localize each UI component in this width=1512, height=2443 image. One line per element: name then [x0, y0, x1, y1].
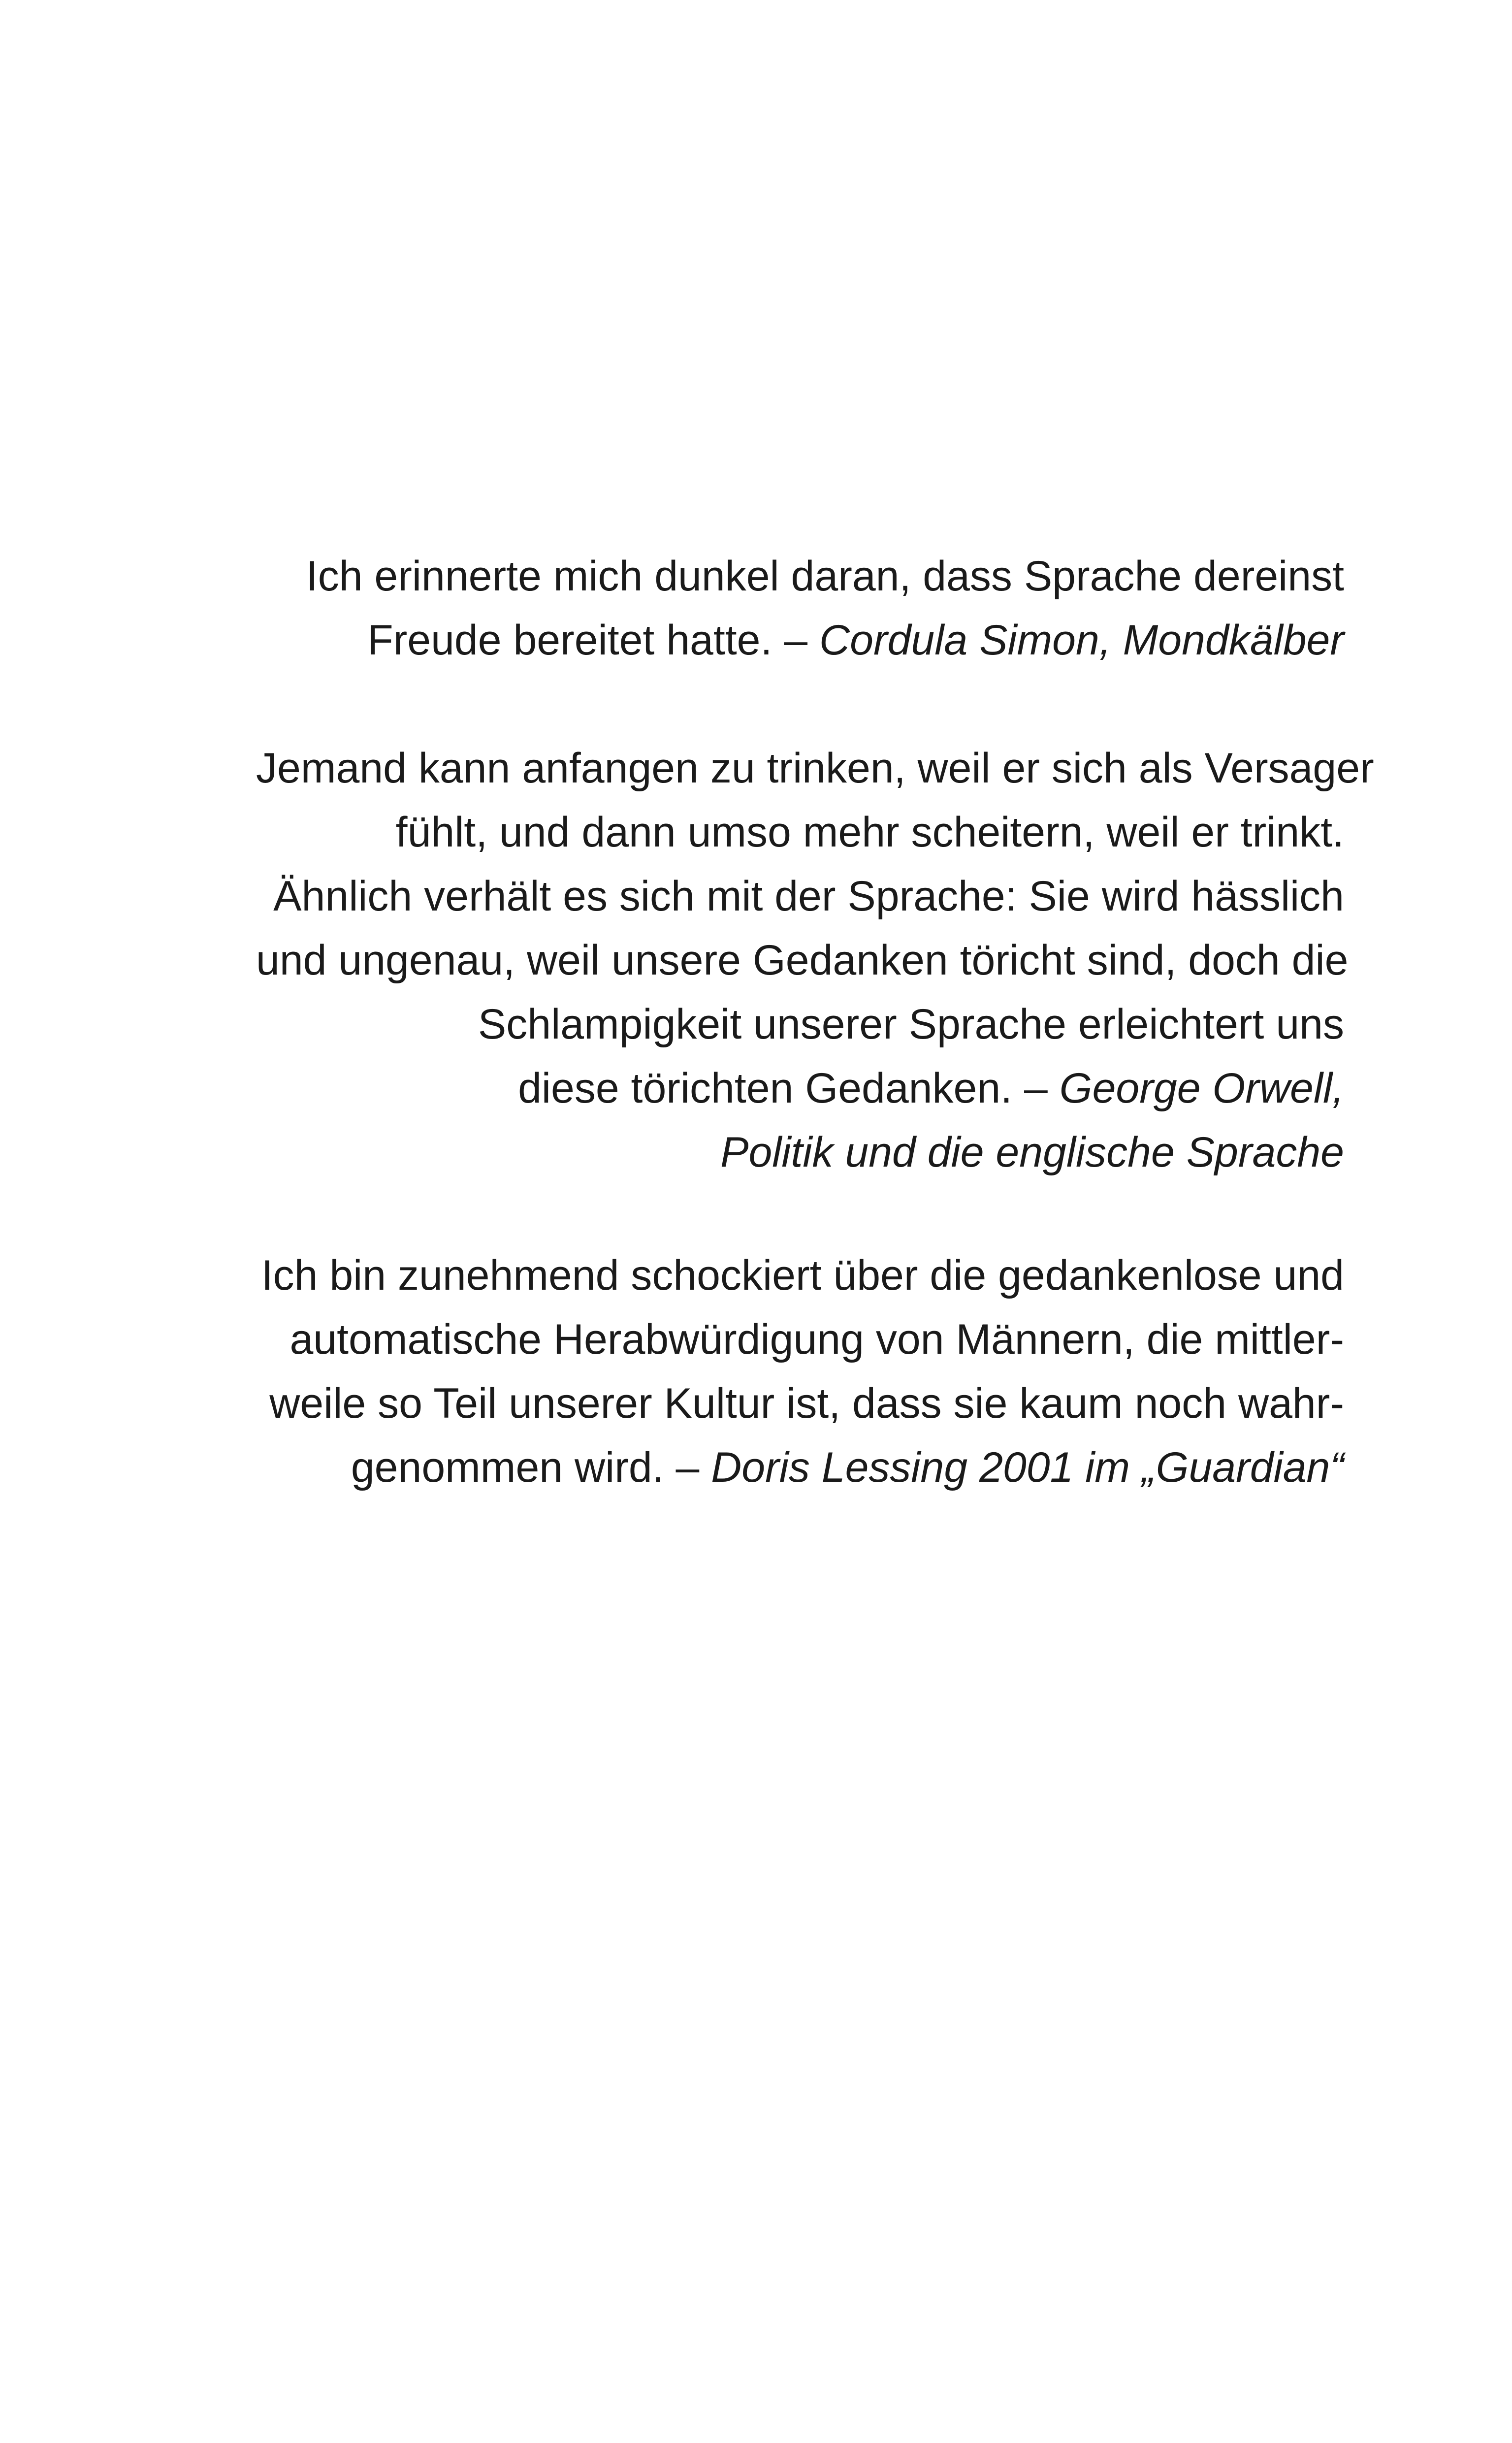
quote-line: Ich erinnerte mich dunkel daran, dass Sprache dereinst — [306, 553, 1344, 600]
quote-line: Schlampigkeit unserer Sprache erleichtert uns — [478, 1001, 1344, 1048]
quote-attribution: Politik und die englische Sprache — [720, 1129, 1344, 1176]
quote-line: Ähnlich verhält es sich mit der Sprache: Sie wird hässlich — [273, 873, 1344, 920]
epigraph-orwell — [256, 736, 1374, 1184]
quote-line: fühlt, und dann umso mehr scheitern, weil er trinkt. — [395, 809, 1344, 856]
quote-attribution: George Orwell, — [1059, 1065, 1344, 1112]
quote-line: und ungenau, weil unsere Gedanken töricht sind, doch die — [256, 937, 1349, 984]
epigraph-lessing — [256, 1243, 1344, 1499]
quote-line: automatische Herabwürdigung von Männern, die mittler- — [290, 1316, 1344, 1363]
quote-line: diese törichten Gedanken. – George Orwell, — [518, 1065, 1344, 1112]
quote-line — [256, 1120, 1344, 1184]
quote-line: Freude bereitet hatte. – Cordula Simon, Mondkälber — [367, 617, 1344, 664]
quote-attribution: Cordula Simon, Mondkälber — [819, 617, 1344, 664]
quote-attribution: Doris Lessing 2001 im „Guardian“ — [711, 1444, 1344, 1491]
quote-line: Ich bin zunehmend schockiert über die gedankenlose und — [261, 1252, 1344, 1299]
quote-line: genommen wird. – Doris Lessing 2001 im „Guardian“ — [351, 1444, 1344, 1491]
quote-line: Jemand kann anfangen zu trinken, weil er sich als Versager — [256, 745, 1374, 792]
quote-line: weile so Teil unserer Kultur ist, dass sie kaum noch wahr- — [269, 1380, 1344, 1427]
epigraph-simon — [256, 544, 1344, 672]
